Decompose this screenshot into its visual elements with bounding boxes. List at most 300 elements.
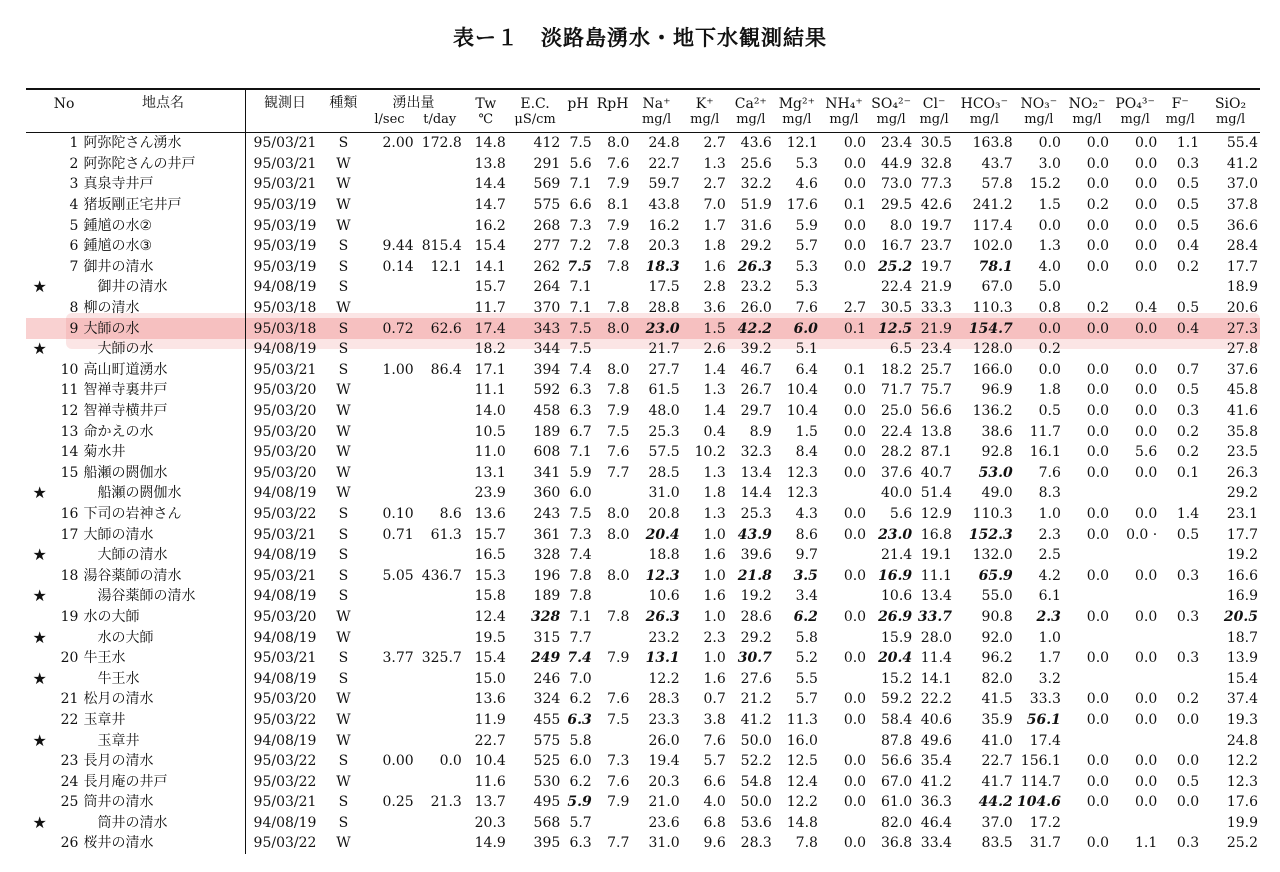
cell-mg: 1.5 bbox=[795, 423, 818, 440]
units-blank bbox=[323, 112, 363, 133]
cell-no3: 31.7 bbox=[1029, 835, 1061, 852]
cell-f: 0.2 bbox=[1176, 691, 1200, 708]
star-marker bbox=[26, 401, 53, 422]
cell-no: 5 bbox=[69, 217, 79, 234]
cell-hco3: 65.9 bbox=[978, 567, 1013, 584]
cell-ph: 6.6 bbox=[569, 197, 592, 214]
cell-tw: 13.6 bbox=[474, 505, 506, 522]
cell-no2: 0.0 bbox=[1086, 526, 1110, 543]
cell-hco3: 53.0 bbox=[978, 464, 1013, 481]
cell-site-name: 牛王水 bbox=[80, 648, 246, 669]
cell-na: 21.7 bbox=[648, 341, 680, 358]
cell-td bbox=[416, 339, 464, 360]
cell-mg: 5.7 bbox=[795, 238, 818, 255]
cell-nh4: 0.0 bbox=[843, 691, 867, 708]
cell-ec: 268 bbox=[533, 217, 561, 234]
cell-sio2: 19.3 bbox=[1226, 711, 1258, 728]
cell-type: W bbox=[336, 155, 351, 172]
star-marker bbox=[26, 236, 53, 257]
cell-type: S bbox=[338, 361, 349, 378]
cell-site-name: 阿弥陀さん湧水 bbox=[80, 133, 246, 154]
cell-na: 23.3 bbox=[648, 711, 680, 728]
cell-tw: 13.1 bbox=[474, 464, 506, 481]
cell-rph: 7.9 bbox=[607, 217, 630, 234]
cell-mg: 8.4 bbox=[795, 444, 818, 461]
cell-rph bbox=[594, 586, 632, 607]
star-marker bbox=[26, 524, 53, 545]
cell-po4 bbox=[1111, 545, 1159, 566]
cell-tw: 10.4 bbox=[474, 753, 506, 770]
cell-no3: 104.6 bbox=[1017, 794, 1061, 811]
unit-mgl: mg/l bbox=[1159, 112, 1201, 133]
cell-tw: 14.9 bbox=[474, 835, 506, 852]
cell-f: 0.4 bbox=[1159, 318, 1201, 339]
cell-so4: 56.6 bbox=[881, 753, 913, 770]
cell-site-name: 高山町道湧水 bbox=[80, 360, 246, 381]
results-table bbox=[26, 88, 1260, 854]
cell-na: 20.4 bbox=[645, 526, 680, 543]
cell-no2: 0.0 bbox=[1086, 650, 1110, 667]
cell-no bbox=[53, 627, 80, 648]
cell-site-name: 松月の清水 bbox=[80, 689, 246, 710]
cell-type: S bbox=[338, 814, 349, 831]
cell-f: 0.5 bbox=[1176, 382, 1200, 399]
cell-f: 0.0 bbox=[1176, 711, 1200, 728]
cell-type: W bbox=[336, 423, 351, 440]
cell-ca: 41.2 bbox=[740, 711, 772, 728]
cell-f: 1.1 bbox=[1176, 135, 1200, 152]
cell-no3: 33.3 bbox=[1029, 691, 1061, 708]
header-col-11: Ca²⁺ bbox=[728, 89, 774, 112]
cell-date: 95/03/20 bbox=[253, 464, 317, 481]
cell-no3: 0.8 bbox=[1038, 300, 1061, 317]
cell-k: 4.0 bbox=[703, 794, 726, 811]
cell-mg: 5.2 bbox=[795, 650, 818, 667]
cell-td bbox=[416, 689, 464, 710]
cell-sio2: 19.2 bbox=[1226, 547, 1258, 564]
cell-nh4: 0.1 bbox=[820, 318, 868, 339]
star-marker: ★ bbox=[32, 627, 47, 647]
cell-po4: 0.0 bbox=[1134, 135, 1158, 152]
cell-na: 20.8 bbox=[648, 505, 680, 522]
cell-k: 6.8 bbox=[703, 814, 726, 831]
cell-ec: 328 bbox=[531, 608, 561, 625]
cell-rph: 8.0 bbox=[607, 505, 630, 522]
cell-so4: 82.0 bbox=[881, 814, 913, 831]
cell-ec: 525 bbox=[533, 753, 561, 770]
cell-mg: 9.7 bbox=[795, 547, 818, 564]
cell-nh4: 0.0 bbox=[843, 403, 867, 420]
cell-hco3: 152.3 bbox=[968, 526, 1013, 543]
cell-ph: 7.3 bbox=[569, 526, 592, 543]
cell-no: 24 bbox=[60, 773, 79, 790]
cell-type: S bbox=[323, 318, 363, 339]
cell-td bbox=[416, 380, 464, 401]
cell-ls bbox=[363, 545, 415, 566]
cell-no3: 8.3 bbox=[1038, 485, 1061, 502]
cell-date: 94/08/19 bbox=[253, 670, 317, 687]
cell-nh4: 2.7 bbox=[843, 300, 867, 317]
cell-tw: 14.7 bbox=[474, 197, 506, 214]
cell-no: 21 bbox=[60, 691, 79, 708]
cell-po4: 0.0 bbox=[1134, 217, 1158, 234]
table-row bbox=[26, 174, 1260, 195]
cell-k: 1.7 bbox=[703, 217, 726, 234]
cell-k: 2.8 bbox=[703, 279, 726, 296]
cell-ec: 262 bbox=[533, 258, 561, 275]
cell-td bbox=[416, 401, 464, 422]
cell-tw: 11.7 bbox=[474, 300, 506, 317]
table-row bbox=[26, 133, 1260, 154]
cell-na: 21.0 bbox=[648, 794, 680, 811]
cell-sio2: 20.5 bbox=[1223, 608, 1258, 625]
cell-hco3: 55.0 bbox=[981, 588, 1013, 605]
table-row-repeat bbox=[26, 730, 1260, 751]
cell-date: 94/08/19 bbox=[253, 588, 317, 605]
cell-ls bbox=[363, 195, 415, 216]
cell-td bbox=[416, 730, 464, 751]
cell-so4: 6.5 bbox=[889, 341, 913, 358]
cell-f bbox=[1159, 813, 1201, 834]
cell-nh4 bbox=[820, 813, 868, 834]
cell-ls bbox=[363, 771, 415, 792]
results-table-container bbox=[26, 88, 1260, 854]
cell-po4 bbox=[1111, 668, 1159, 689]
cell-site-name: 玉章井 bbox=[80, 730, 246, 751]
cell-ls bbox=[363, 380, 415, 401]
cell-po4: 0.0 bbox=[1134, 155, 1158, 172]
cell-so4: 8.0 bbox=[889, 217, 913, 234]
cell-no: 18 bbox=[60, 567, 79, 584]
cell-ls bbox=[363, 483, 415, 504]
cell-no: 2 bbox=[69, 155, 79, 172]
cell-po4: 0.0 bbox=[1134, 423, 1158, 440]
cell-na: 23.0 bbox=[631, 318, 681, 339]
cell-no2: 0.0 bbox=[1086, 794, 1110, 811]
cell-ph: 5.9 bbox=[567, 794, 592, 811]
cell-ph: 7.8 bbox=[569, 567, 592, 584]
cell-td: 8.6 bbox=[439, 505, 462, 522]
table-row bbox=[26, 215, 1260, 236]
star-marker bbox=[26, 380, 53, 401]
cell-no2: 0.0 bbox=[1086, 258, 1110, 275]
cell-sio2: 23.1 bbox=[1226, 505, 1258, 522]
cell-na: 20.3 bbox=[648, 773, 680, 790]
unit-mgl: mg/l bbox=[820, 112, 868, 133]
cell-na: 19.4 bbox=[648, 753, 680, 770]
cell-date: 94/08/19 bbox=[253, 485, 317, 502]
cell-cl: 11.1 bbox=[920, 567, 952, 584]
cell-k: 2.7 bbox=[703, 176, 726, 193]
cell-cl: 51.4 bbox=[920, 485, 952, 502]
cell-ls: 0.10 bbox=[382, 505, 414, 522]
cell-hco3: 83.5 bbox=[981, 835, 1013, 852]
cell-type: S bbox=[338, 753, 349, 770]
star-marker bbox=[26, 463, 53, 484]
header-col-20: F⁻ bbox=[1159, 89, 1201, 112]
cell-ec: 608 bbox=[533, 444, 561, 461]
cell-rph: 7.9 bbox=[607, 176, 630, 193]
cell-date: 95/03/21 bbox=[253, 361, 317, 378]
unit-mgl: mg/l bbox=[728, 112, 774, 133]
cell-f: 0.5 bbox=[1176, 176, 1200, 193]
cell-f bbox=[1159, 277, 1201, 298]
cell-no2 bbox=[1063, 483, 1111, 504]
cell-hco3: 110.3 bbox=[972, 505, 1013, 522]
unit-tday: t/day bbox=[416, 112, 464, 133]
cell-no2: 0.0 bbox=[1086, 711, 1110, 728]
cell-po4: 0.0 bbox=[1134, 238, 1158, 255]
star-marker bbox=[26, 154, 53, 175]
cell-sio2: 24.8 bbox=[1226, 732, 1258, 749]
cell-date: 94/08/19 bbox=[253, 341, 317, 358]
cell-k: 1.6 bbox=[703, 670, 726, 687]
cell-nh4 bbox=[820, 730, 868, 751]
cell-tw: 11.1 bbox=[474, 382, 506, 399]
cell-no: 10 bbox=[60, 361, 79, 378]
star-marker bbox=[26, 318, 53, 339]
cell-mg: 12.3 bbox=[786, 464, 818, 481]
cell-no3: 7.6 bbox=[1038, 464, 1061, 481]
cell-ca: 26.7 bbox=[740, 382, 772, 399]
cell-f: 0.3 bbox=[1176, 403, 1200, 420]
cell-ca: 32.3 bbox=[740, 444, 772, 461]
unit-mgl: mg/l bbox=[1015, 112, 1063, 133]
cell-rph: 8.0 bbox=[594, 318, 632, 339]
cell-sio2: 25.2 bbox=[1226, 835, 1258, 852]
cell-so4: 37.6 bbox=[881, 464, 913, 481]
header-row bbox=[26, 89, 1260, 112]
cell-hco3: 37.0 bbox=[981, 814, 1013, 831]
cell-no3: 0.0 bbox=[1038, 217, 1061, 234]
cell-td bbox=[416, 442, 464, 463]
star-marker bbox=[26, 215, 53, 236]
cell-no2: 0.0 bbox=[1086, 238, 1110, 255]
cell-sio2: 37.4 bbox=[1226, 691, 1258, 708]
cell-ec: 592 bbox=[533, 382, 561, 399]
cell-td: 12.1 bbox=[430, 258, 462, 275]
page-title: 表ー１ 淡路島湧水・地下水観測結果 bbox=[453, 26, 827, 50]
cell-mg: 4.6 bbox=[795, 176, 818, 193]
cell-no2: 0.0 bbox=[1086, 176, 1110, 193]
cell-no3: 1.0 bbox=[1038, 629, 1061, 646]
cell-type: S bbox=[338, 279, 349, 296]
cell-mg: 12.3 bbox=[786, 485, 818, 502]
cell-ec: 249 bbox=[531, 650, 561, 667]
cell-na: 25.3 bbox=[648, 423, 680, 440]
cell-cl: 23.4 bbox=[920, 341, 952, 358]
cell-td bbox=[416, 421, 464, 442]
cell-sio2: 17.7 bbox=[1226, 526, 1258, 543]
cell-f: 0.5 bbox=[1176, 773, 1200, 790]
cell-so4: 28.2 bbox=[881, 444, 913, 461]
header-col-19: PO₄³⁻ bbox=[1111, 89, 1159, 112]
cell-no bbox=[53, 668, 80, 689]
cell-date: 95/03/21 bbox=[253, 650, 317, 667]
units-blank bbox=[562, 112, 593, 133]
cell-tw: 14.8 bbox=[474, 135, 506, 152]
star-marker bbox=[26, 195, 53, 216]
cell-td bbox=[416, 668, 464, 689]
cell-ph: 7.1 bbox=[569, 608, 592, 625]
cell-no2: 0.2 bbox=[1086, 300, 1110, 317]
cell-mg: 10.4 bbox=[786, 382, 818, 399]
cell-rph: 7.6 bbox=[607, 691, 630, 708]
cell-no2: 0.0 bbox=[1086, 444, 1110, 461]
cell-nh4: 0.0 bbox=[843, 464, 867, 481]
cell-rph: 7.6 bbox=[607, 155, 630, 172]
cell-date: 95/03/20 bbox=[253, 423, 317, 440]
cell-no: 1 bbox=[69, 135, 79, 152]
cell-nh4: 0.0 bbox=[843, 238, 867, 255]
header-col-21: SiO₂ bbox=[1201, 89, 1260, 112]
cell-no3: 17.2 bbox=[1029, 814, 1061, 831]
cell-type: W bbox=[336, 300, 351, 317]
unit-mgl: mg/l bbox=[631, 112, 681, 133]
cell-sio2: 23.5 bbox=[1226, 444, 1258, 461]
cell-k: 1.4 bbox=[703, 361, 726, 378]
table-row bbox=[26, 565, 1260, 586]
cell-site-name: 大師の水 bbox=[80, 318, 246, 339]
cell-sio2: 55.4 bbox=[1226, 135, 1258, 152]
cell-tw: 15.4 bbox=[474, 238, 506, 255]
cell-tw: 16.2 bbox=[474, 217, 506, 234]
units-blank bbox=[80, 112, 246, 133]
cell-rph bbox=[594, 339, 632, 360]
cell-site-name: 船瀬の閼伽水 bbox=[80, 463, 246, 484]
cell-type: S bbox=[338, 794, 349, 811]
cell-no3: 6.1 bbox=[1038, 588, 1061, 605]
cell-k: 2.6 bbox=[703, 341, 726, 358]
cell-ca: 8.9 bbox=[749, 423, 772, 440]
units-blank bbox=[53, 112, 80, 133]
cell-k: 2.7 bbox=[703, 135, 726, 152]
header-col-4: 湧出量 bbox=[363, 89, 464, 112]
table-row bbox=[26, 195, 1260, 216]
cell-sio2: 20.6 bbox=[1226, 300, 1258, 317]
cell-no bbox=[53, 483, 80, 504]
star-marker bbox=[26, 257, 53, 278]
cell-td bbox=[416, 627, 464, 648]
cell-hco3: 117.4 bbox=[972, 217, 1013, 234]
cell-no2: 0.0 bbox=[1086, 608, 1110, 625]
cell-ph: 6.0 bbox=[569, 753, 592, 770]
cell-ls: 1.00 bbox=[382, 361, 414, 378]
cell-ls bbox=[363, 627, 415, 648]
cell-no3: 17.4 bbox=[1029, 732, 1061, 749]
cell-tw: 11.9 bbox=[474, 711, 506, 728]
cell-hco3: 44.2 bbox=[978, 794, 1013, 811]
cell-nh4: 0.0 bbox=[843, 382, 867, 399]
cell-rph: 7.6 bbox=[607, 773, 630, 790]
cell-po4: 5.6 bbox=[1134, 444, 1158, 461]
cell-sio2: 13.9 bbox=[1226, 650, 1258, 667]
cell-na: 26.0 bbox=[648, 732, 680, 749]
cell-ph: 7.4 bbox=[567, 650, 592, 667]
cell-sio2: 18.9 bbox=[1226, 279, 1258, 296]
cell-tw: 11.6 bbox=[474, 773, 506, 790]
table-row-repeat bbox=[26, 668, 1260, 689]
cell-ph: 6.0 bbox=[569, 485, 592, 502]
cell-cl: 19.1 bbox=[920, 547, 952, 564]
cell-ca: 29.2 bbox=[740, 629, 772, 646]
cell-nh4 bbox=[820, 277, 868, 298]
table-row bbox=[26, 442, 1260, 463]
table-row bbox=[26, 154, 1260, 175]
cell-cl: 13.4 bbox=[920, 588, 952, 605]
cell-f: 0.2 bbox=[1176, 258, 1200, 275]
cell-na: 31.0 bbox=[648, 485, 680, 502]
cell-so4: 87.8 bbox=[881, 732, 913, 749]
cell-so4: 59.2 bbox=[881, 691, 913, 708]
cell-date: 95/03/21 bbox=[253, 135, 317, 152]
cell-no2: 0.0 bbox=[1086, 423, 1110, 440]
cell-cl: 14.1 bbox=[920, 670, 952, 687]
cell-no3: 4.2 bbox=[1038, 567, 1061, 584]
table-row bbox=[26, 421, 1260, 442]
cell-cl: 49.6 bbox=[920, 732, 952, 749]
cell-sio2: 37.6 bbox=[1226, 361, 1258, 378]
unit-mgl: mg/l bbox=[1201, 112, 1260, 133]
cell-po4: 0.4 bbox=[1134, 300, 1158, 317]
cell-na: 27.7 bbox=[648, 361, 680, 378]
cell-date: 94/08/19 bbox=[253, 547, 317, 564]
cell-no: 7 bbox=[69, 258, 79, 275]
cell-tw: 17.4 bbox=[464, 318, 508, 339]
cell-date: 95/03/19 bbox=[253, 238, 317, 255]
cell-td: 436.7 bbox=[421, 567, 462, 584]
cell-site-name: 玉章井 bbox=[80, 710, 246, 731]
table-header bbox=[26, 89, 1260, 133]
cell-ls bbox=[363, 668, 415, 689]
cell-date: 94/08/19 bbox=[253, 279, 317, 296]
cell-type: W bbox=[336, 197, 351, 214]
cell-ls: 9.44 bbox=[382, 238, 414, 255]
cell-ca: 32.2 bbox=[740, 176, 772, 193]
star-marker bbox=[26, 648, 53, 669]
header-col-13: NH₄⁺ bbox=[820, 89, 868, 112]
cell-no2: 0.0 bbox=[1086, 135, 1110, 152]
cell-hco3: 241.2 bbox=[972, 197, 1013, 214]
cell-ph: 7.1 bbox=[569, 300, 592, 317]
cell-site-name: 鍾馗の水② bbox=[80, 215, 246, 236]
cell-tw: 14.1 bbox=[474, 258, 506, 275]
cell-na: 23.6 bbox=[648, 814, 680, 831]
cell-site-name: 智禅寺裏井戸 bbox=[80, 380, 246, 401]
cell-f bbox=[1159, 730, 1201, 751]
cell-site-name: 桜井の清水 bbox=[80, 833, 246, 854]
cell-po4 bbox=[1111, 813, 1159, 834]
cell-date: 95/03/20 bbox=[253, 691, 317, 708]
table-row bbox=[26, 504, 1260, 525]
cell-type: S bbox=[338, 135, 349, 152]
header-col-10: K⁺ bbox=[682, 89, 728, 112]
cell-sio2: 17.6 bbox=[1226, 794, 1258, 811]
cell-tw: 15.7 bbox=[474, 526, 506, 543]
cell-hco3: 41.7 bbox=[981, 773, 1013, 790]
cell-so4: 22.4 bbox=[881, 423, 913, 440]
cell-no3: 0.2 bbox=[1038, 341, 1061, 358]
cell-sio2: 35.8 bbox=[1226, 423, 1258, 440]
cell-cl: 19.7 bbox=[920, 217, 952, 234]
cell-f: 0.3 bbox=[1176, 567, 1200, 584]
cell-k: 1.0 bbox=[703, 650, 726, 667]
cell-f: 0.1 bbox=[1176, 464, 1200, 481]
cell-rph bbox=[594, 277, 632, 298]
cell-date: 95/03/18 bbox=[246, 318, 324, 339]
cell-no2: 0.2 bbox=[1086, 197, 1110, 214]
cell-cl: 13.8 bbox=[920, 423, 952, 440]
